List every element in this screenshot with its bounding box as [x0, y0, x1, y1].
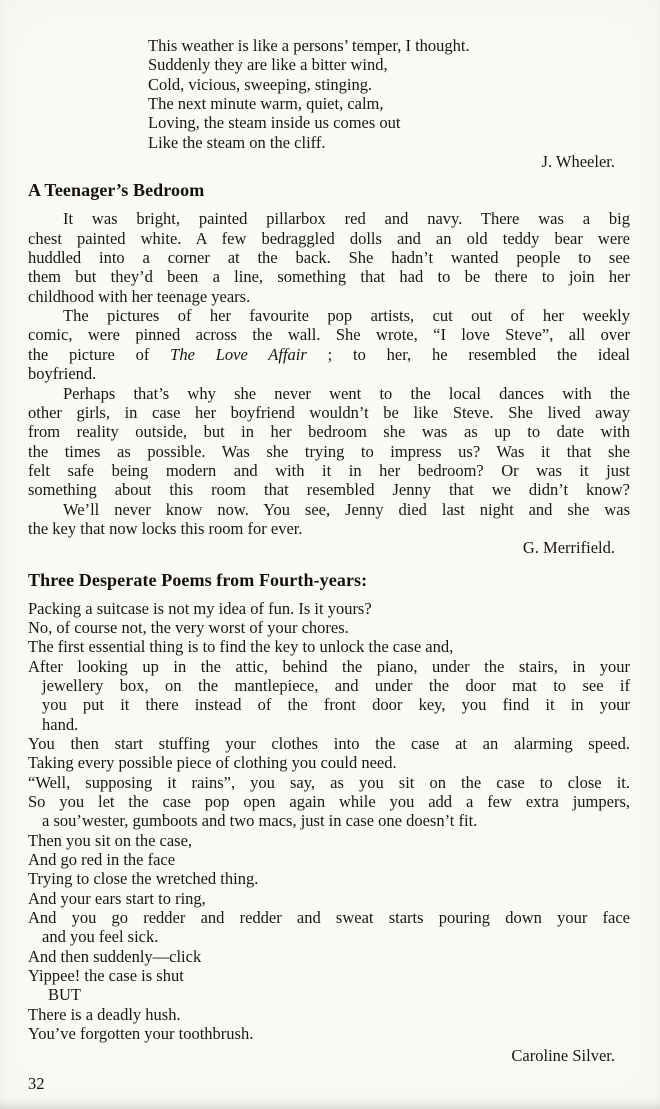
italic-title: The Love Affair [170, 344, 307, 364]
text-line: comic, were pinned across the wall. She wrote, “I love Steve”, all over [28, 325, 630, 345]
paragraph [28, 384, 630, 500]
text-line: felt safe being modern and with it in her bedroom? Or was it just [28, 460, 630, 480]
poem-line: And your ears start to ring, [28, 888, 206, 908]
poem-line: Packing a suitcase is not my idea of fun. Is it yours? [28, 598, 372, 618]
poem-line: And go red in the face [28, 850, 176, 870]
poem-line: “Well, supposing it rains”, you say, as you sit on the case to close it. [28, 772, 630, 792]
text-line [28, 345, 630, 364]
text-line: from reality outside, but in her bedroom she was as up to date with [28, 422, 630, 442]
paragraph [28, 209, 630, 306]
author-attribution: J. Wheeler. [541, 152, 615, 172]
poem-line: and you feel sick. [42, 927, 159, 947]
poem-line: Cold, vicious, sweeping, stinging. [148, 74, 373, 94]
text-line: huddled into a corner at the back. She hadn’t wanted people to see [28, 248, 630, 268]
weather-poem [148, 36, 630, 152]
poem-line: The next minute warm, quiet, calm, [148, 94, 384, 114]
page-number: 32 [28, 1073, 45, 1093]
poem-line: No, of course not, the very worst of your chores. [28, 617, 349, 637]
poem-line: Then you sit on the case, [28, 830, 193, 850]
poem-line: You’ve forgotten your toothbrush. [28, 1024, 254, 1044]
poem-line: Trying to close the wretched thing. [28, 869, 259, 889]
poem-line: Like the steam on the cliff. [148, 132, 326, 152]
text-line: It was bright, painted pillarbox red and navy. There was a big [63, 209, 630, 229]
poem-line: This weather is like a persons’ temper, I thought. [148, 36, 470, 55]
text-segment: the picture of [28, 344, 171, 364]
author-attribution: Caroline Silver. [511, 1045, 615, 1065]
text-line: childhood with her teenage years. [28, 286, 251, 306]
poem-line: BUT [48, 985, 81, 1005]
poem-line: There is a deadly hush. [28, 1004, 181, 1024]
poem-line: Yippee! the case is shut [28, 966, 184, 986]
text-line: them but they’d been a line, something that had to be there to join her [28, 267, 630, 287]
text-line: We’ll never know now. You see, Jenny died last night and she was [63, 499, 630, 519]
paragraph [28, 500, 630, 539]
poem-line: you put it there instead of the front door key, you find it in your [42, 695, 630, 715]
text-line: chest painted white. A few bedraggled dolls and an old teddy bear were [28, 228, 630, 248]
poem-line: hand. [42, 714, 79, 734]
poem-line: And then suddenly—click [28, 946, 202, 966]
poem-line: After looking up in the attic, behind the piano, under the stairs, in your [28, 656, 630, 676]
poem-line: jewellery box, on the mantlepiece, and under the door mat to see if [42, 675, 630, 695]
poem-line: So you let the case pop open again while you add a few extra jumpers, [28, 792, 630, 812]
suitcase-poem [28, 599, 630, 1044]
page-content [28, 36, 630, 1093]
poem-line: And you go redder and redder and sweat starts pouring down your face [28, 908, 630, 928]
text-line: boyfriend. [28, 364, 97, 384]
poem-line: a sou’wester, gumboots and two macs, just in case one doesn’t fit. [42, 811, 478, 831]
paragraph [28, 306, 630, 383]
poem-line: Suddenly they are like a bitter wind, [148, 55, 388, 75]
poem-line: Taking every possible piece of clothing you could need. [28, 753, 397, 773]
text-line: the key that now locks this room for ever. [28, 518, 303, 538]
poem-line: Loving, the steam inside us comes out [148, 113, 401, 133]
poem-line: You then start stuffing your clothes into the case at an alarming speed. [28, 734, 630, 753]
section-heading-bedroom: A Teenager’s Bedroom [28, 180, 205, 201]
section-heading-desperate-poems: Three Desperate Poems from Fourth-years: [28, 569, 368, 590]
text-line: other girls, in case her boyfriend wouldn’t be like Steve. She lived away [28, 402, 630, 422]
text-line: Perhaps that’s why she never went to the local dances with the [63, 383, 630, 403]
text-segment: ; to her, he resembled the ideal [306, 344, 631, 364]
author-attribution: G. Merrifield. [522, 538, 615, 558]
text-line: the times as possible. Was she trying to impress us? Was it that she [28, 441, 630, 461]
text-line: something about this room that resembled Jenny that we didn’t know? [28, 480, 630, 500]
text-line: The pictures of her favourite pop artists, cut out of her weekly [63, 306, 630, 326]
poem-line: The first essential thing is to find the key to unlock the case and, [28, 637, 454, 657]
